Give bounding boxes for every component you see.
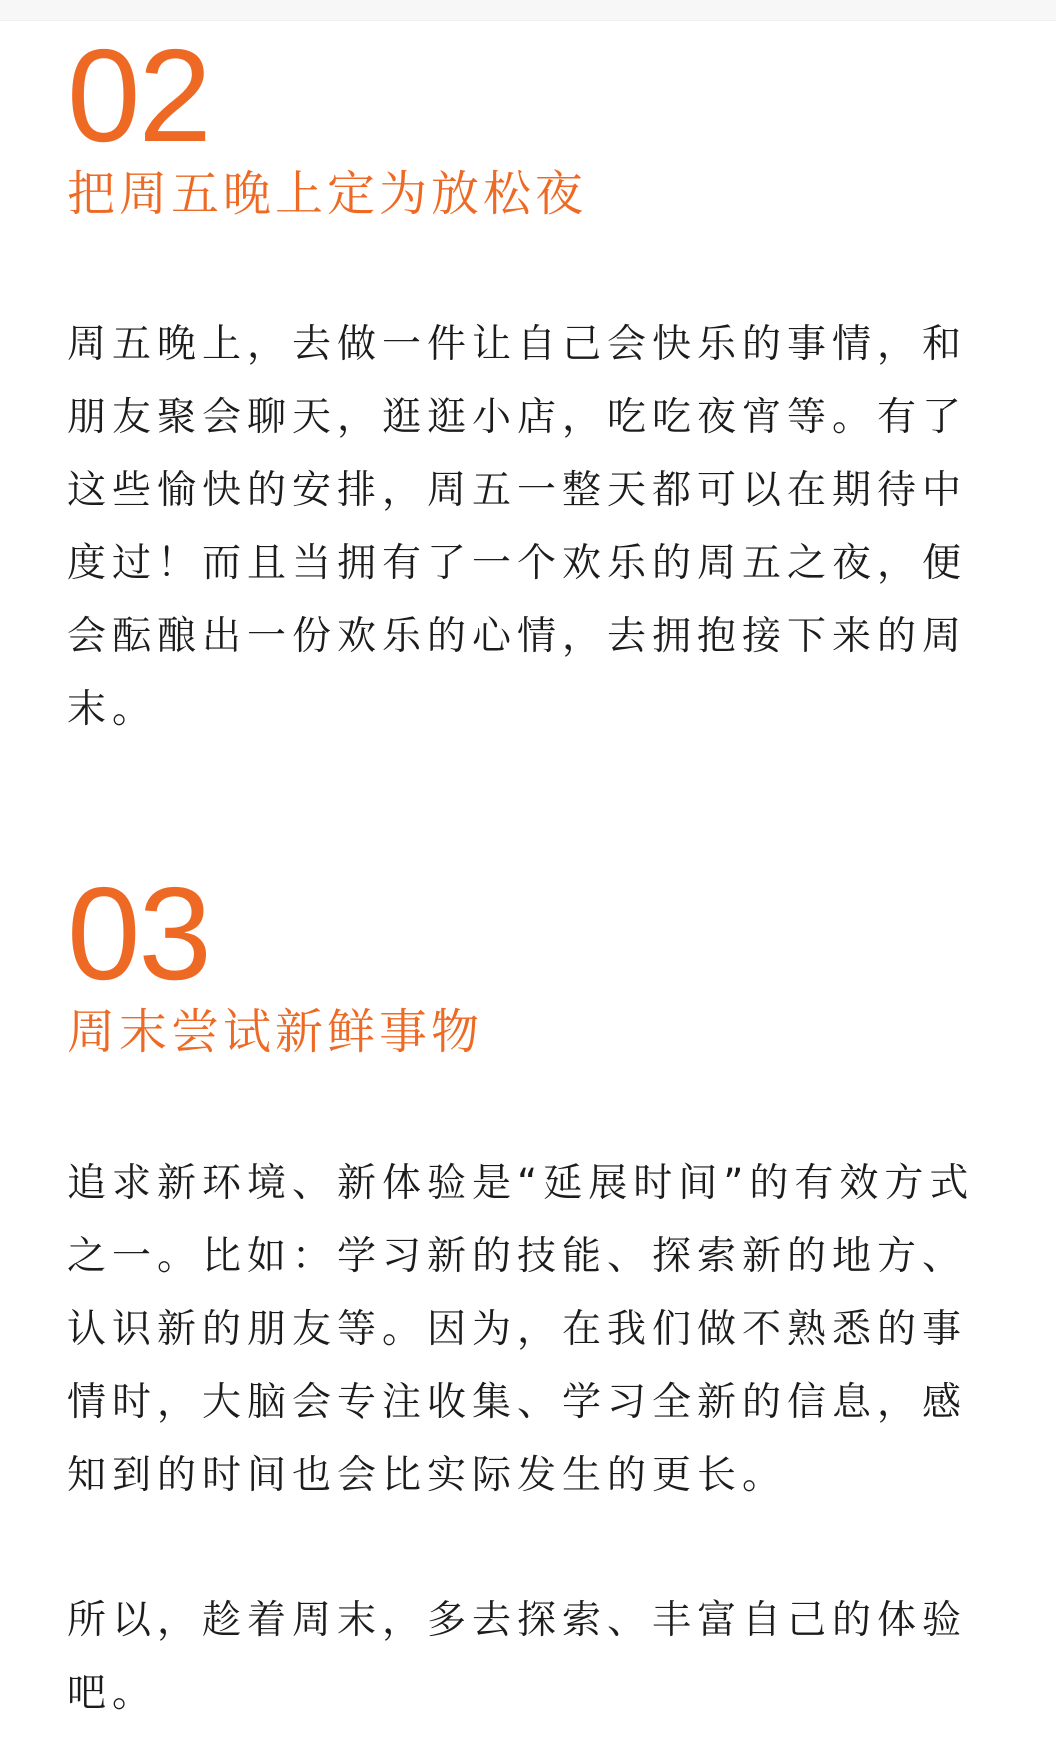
paragraph-line: 末。 — [67, 687, 158, 732]
section-02-paragraph — [67, 308, 997, 746]
paragraph-line: 知到的时间也会比实际发生的更长。 — [67, 1453, 788, 1498]
paragraph-line: 吧。 — [67, 1671, 158, 1716]
section-number: 02 — [67, 22, 210, 169]
section-number: 03 — [67, 860, 210, 1007]
top-edge-bar — [0, 0, 1056, 21]
section-heading: 周末尝试新鲜事物 — [67, 1004, 484, 1060]
paragraph-line: 追求新环境、新体验是“延展时间”的有效方式 — [67, 1161, 975, 1206]
paragraph-line: 度过！而且当拥有了一个欢乐的周五之夜，便 — [67, 541, 968, 586]
paragraph-line: 这些愉快的安排，周五一整天都可以在期待中 — [67, 468, 968, 513]
paragraph-line: 之一。比如：学习新的技能、探索新的地方、 — [67, 1234, 968, 1279]
paragraph-line: 所以，趁着周末，多去探索、丰富自己的体验 — [67, 1598, 968, 1643]
section-heading: 把周五晚上定为放松夜 — [67, 166, 588, 222]
paragraph-line: 周五晚上，去做一件让自己会快乐的事情，和 — [67, 322, 968, 367]
section-03 — [67, 860, 1007, 1062]
paragraph-line: 认识新的朋友等。因为，在我们做不熟悉的事 — [67, 1307, 968, 1352]
paragraph-line: 情时，大脑会专注收集、学习全新的信息，感 — [67, 1380, 968, 1425]
section-03-paragraph-2 — [67, 1584, 997, 1730]
section-02 — [67, 22, 1007, 224]
paragraph-line: 朋友聚会聊天，逛逛小店，吃吃夜宵等。有了 — [67, 395, 968, 440]
paragraph-line: 会酝酿出一份欢乐的心情，去拥抱接下来的周 — [67, 614, 968, 659]
section-03-paragraph-1 — [67, 1147, 997, 1512]
